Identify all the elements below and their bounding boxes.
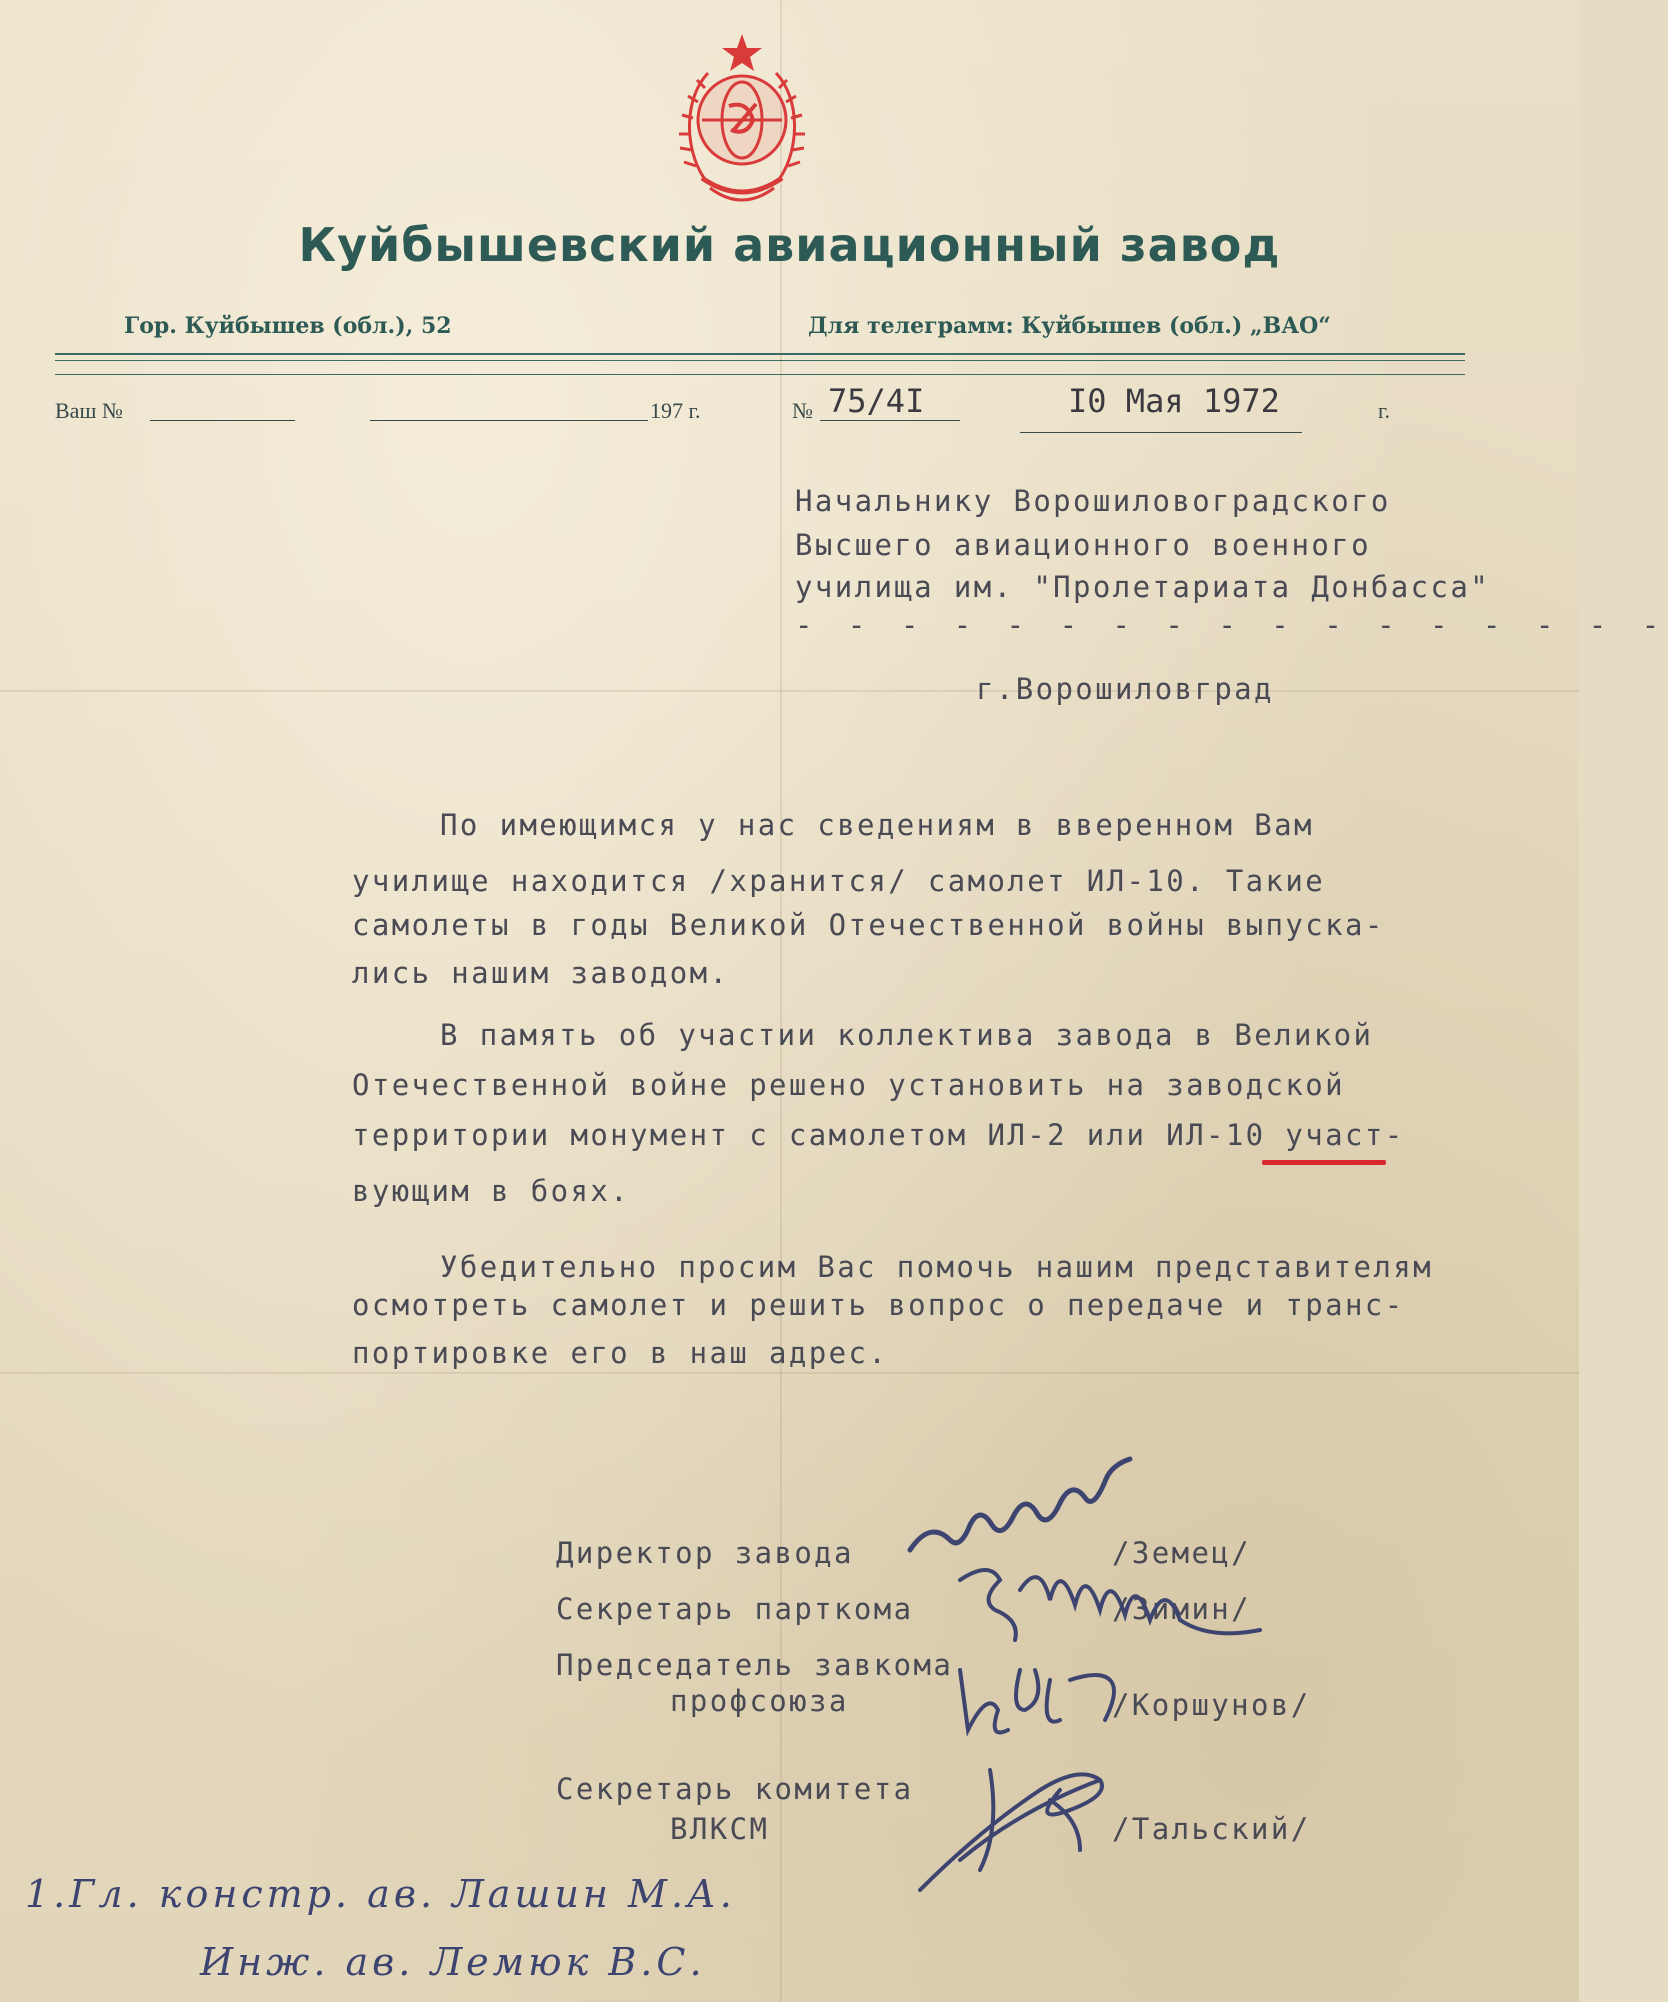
signature-union-chairman bbox=[950, 1650, 1150, 1750]
header-rule bbox=[55, 353, 1465, 355]
body-line: Отечественной войне решено установить на заводской bbox=[352, 1068, 1345, 1102]
paper-fold bbox=[0, 690, 1579, 692]
signatory-name: /Зимин/ bbox=[1112, 1592, 1252, 1626]
addressee-line: Начальнику Ворошиловоградского bbox=[795, 484, 1391, 518]
body-line: осмотреть самолет и решить вопрос о передаче и транс- bbox=[352, 1288, 1405, 1322]
signatory-title: Директор завода bbox=[556, 1536, 854, 1570]
body-line: По имеющимся у нас сведениям в вверенном Вам bbox=[440, 808, 1314, 842]
body-line: портировке его в наш адрес. bbox=[352, 1336, 889, 1370]
addressee-dashes: - - - - - - - - - - - - - - - - - bbox=[795, 608, 1668, 642]
body-line: В память об участии коллектива завода в Великой bbox=[440, 1018, 1374, 1052]
signature-party-secretary bbox=[950, 1540, 1290, 1660]
postal-address: Гор. Куйбышев (обл.), 52 bbox=[124, 313, 452, 339]
header-rule bbox=[55, 360, 1465, 361]
signatory-title: Секретарь парткома bbox=[556, 1592, 914, 1626]
year-suffix: г. bbox=[1378, 398, 1391, 423]
ref-underline bbox=[150, 420, 295, 421]
signatory-name: /Земец/ bbox=[1112, 1536, 1252, 1570]
year-label: 197 г. bbox=[650, 398, 701, 423]
red-annotation-underline bbox=[1262, 1160, 1386, 1165]
your-number-label: Ваш № bbox=[55, 398, 123, 423]
ref-underline bbox=[820, 420, 960, 421]
signatory-name: /Тальский/ bbox=[1112, 1812, 1311, 1846]
signatory-title-line2: ВЛКСМ bbox=[670, 1812, 770, 1846]
ref-underline bbox=[370, 420, 648, 421]
addressee-line: Высшего авиационного военного bbox=[795, 528, 1371, 562]
signatory-title: Председатель завкома bbox=[556, 1648, 954, 1682]
body-line: самолеты в годы Великой Отечественной войны выпуска- bbox=[352, 908, 1385, 942]
body-line: лись нашим заводом. bbox=[352, 956, 730, 990]
handwritten-note: Инж. ав. Лемюк В.С. bbox=[200, 1940, 706, 1984]
signatory-title: Секретарь комитета bbox=[556, 1772, 914, 1806]
signatory-title-line2: профсоюза bbox=[670, 1684, 849, 1718]
body-line: училище находится /хранится/ самолет ИЛ-10. Такие bbox=[352, 864, 1326, 898]
signatory-name: /Коршунов/ bbox=[1112, 1688, 1311, 1722]
handwritten-note: 1.Гл. констр. ав. Лашин М.А. bbox=[25, 1872, 736, 1916]
ussr-state-emblem-icon bbox=[674, 28, 810, 208]
ref-underline bbox=[1020, 432, 1302, 433]
body-line: Убедительно просим Вас помочь нашим представителям bbox=[440, 1250, 1433, 1284]
telegram-address: Для телеграмм: Куйбышев (обл.) „ВАО“ bbox=[808, 313, 1331, 339]
header-rule bbox=[55, 374, 1465, 375]
outgoing-number: 75/4I bbox=[828, 382, 925, 420]
number-label: № bbox=[792, 398, 813, 423]
body-line: территории монумент с самолетом ИЛ-2 или ИЛ-10 участ- bbox=[352, 1118, 1405, 1152]
signature-komsomol-secretary bbox=[900, 1740, 1220, 1900]
organization-name: Куйбышевский авиационный завод bbox=[298, 218, 1281, 272]
paper-fold bbox=[0, 1372, 1579, 1374]
addressee-line: училища им. "Пролетариата Донбасса" bbox=[795, 570, 1491, 604]
body-line: вующим в боях. bbox=[352, 1174, 631, 1208]
letter-date: I0 Мая 1972 bbox=[1068, 382, 1280, 420]
addressee-city: г.Ворошиловград bbox=[976, 672, 1274, 706]
